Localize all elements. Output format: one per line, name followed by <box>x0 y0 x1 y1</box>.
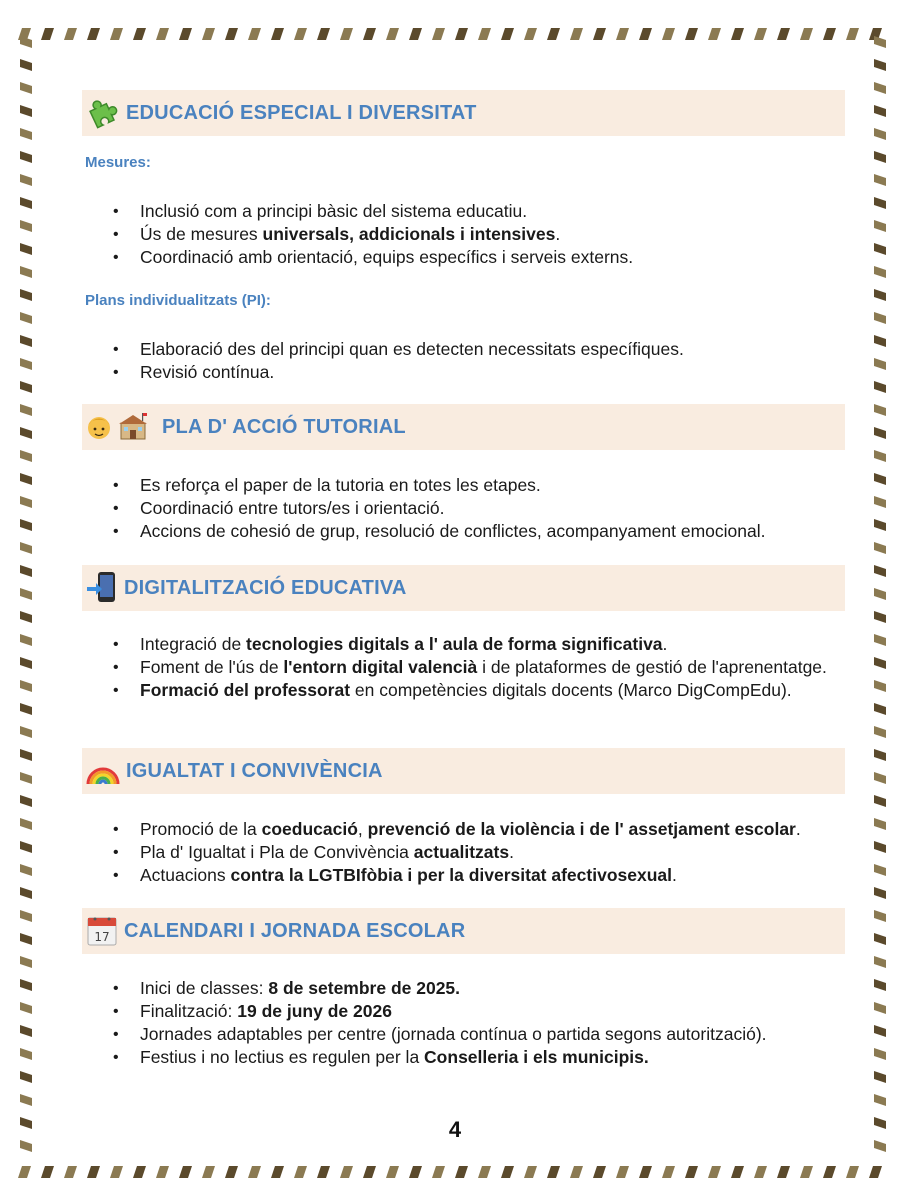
border-dash <box>20 588 32 600</box>
border-dash <box>501 28 514 40</box>
border-dash <box>20 680 32 692</box>
section-title: IGUALTAT I CONVIVÈNCIA <box>126 759 383 782</box>
border-dash <box>874 841 886 853</box>
list-item: • Elaboració des del principi quan es detecten necessitats específiques. <box>112 338 844 361</box>
border-dash <box>409 28 422 40</box>
puzzle-piece-icon <box>86 96 120 130</box>
border-dash <box>731 1166 744 1178</box>
school-building-icon <box>118 413 148 441</box>
border-dash <box>874 220 886 232</box>
border-dash <box>874 335 886 347</box>
border-dash <box>20 82 32 94</box>
list-igualtat <box>112 818 844 887</box>
border-dash <box>20 749 32 761</box>
border-dash <box>248 1166 261 1178</box>
border-dash <box>225 1166 238 1178</box>
border-dash <box>823 28 836 40</box>
border-dash <box>874 588 886 600</box>
list-item: • Festius i no lectius es regulen per la Conselleria i els municipis. <box>112 1046 844 1069</box>
border-dash <box>20 1094 32 1106</box>
border-dash <box>846 1166 859 1178</box>
list-item: • Foment de l'ús de l'entorn digital valencià i de plataformes de gestió de l'aprenentatge. <box>112 656 844 679</box>
border-dash <box>662 1166 675 1178</box>
border-dash <box>202 28 215 40</box>
teacher-face-icon <box>86 412 112 442</box>
border-dash <box>874 818 886 830</box>
border-dash <box>731 28 744 40</box>
border-dash <box>271 28 284 40</box>
border-dash <box>20 312 32 324</box>
border-dash <box>874 151 886 163</box>
list-item: • Actuacions contra la LGTBIfòbia i per la diversitat afectivosexual. <box>112 864 844 887</box>
border-dash <box>874 82 886 94</box>
border-dash <box>20 59 32 71</box>
border-dash <box>110 28 123 40</box>
border-dash <box>225 28 238 40</box>
border-dash <box>616 1166 629 1178</box>
border-dash <box>20 496 32 508</box>
border-dash <box>874 795 886 807</box>
border-dash <box>874 381 886 393</box>
border-dash <box>823 1166 836 1178</box>
mobile-phone-arrow-icon <box>86 571 118 605</box>
border-dash <box>874 1048 886 1060</box>
border-dash <box>874 197 886 209</box>
border-dash <box>20 542 32 554</box>
border-dash <box>874 772 886 784</box>
border-dash <box>501 1166 514 1178</box>
border-dash <box>20 197 32 209</box>
list-item: • Es reforça el paper de la tutoria en totes les etapes. <box>112 474 844 497</box>
list-item: • Integració de tecnologies digitals a l' aula de forma significativa. <box>112 633 844 656</box>
list-item: • Promoció de la coeducació, prevenció de la violència i de l' assetjament escolar. <box>112 818 844 841</box>
border-dash <box>874 496 886 508</box>
border-dash <box>874 404 886 416</box>
border-dash <box>64 28 77 40</box>
border-dash <box>708 28 721 40</box>
decorative-border-right <box>862 30 902 1170</box>
border-dash <box>20 427 32 439</box>
border-dash <box>874 36 886 48</box>
border-dash <box>20 1071 32 1083</box>
border-dash <box>340 1166 353 1178</box>
border-dash <box>133 28 146 40</box>
border-dash <box>570 28 583 40</box>
border-dash <box>874 864 886 876</box>
border-dash <box>20 818 32 830</box>
list-plans <box>112 338 844 384</box>
border-dash <box>874 473 886 485</box>
border-dash <box>874 1002 886 1014</box>
border-dash <box>248 28 261 40</box>
border-dash <box>874 312 886 324</box>
border-dash <box>874 887 886 899</box>
decorative-border-bottom <box>10 1152 900 1192</box>
border-dash <box>754 28 767 40</box>
border-dash <box>340 28 353 40</box>
border-dash <box>20 956 32 968</box>
border-dash <box>547 1166 560 1178</box>
border-dash <box>20 289 32 301</box>
border-dash <box>20 864 32 876</box>
border-dash <box>87 28 100 40</box>
border-dash <box>874 703 886 715</box>
border-dash <box>202 1166 215 1178</box>
section-header-educacio-especial <box>82 90 845 136</box>
border-dash <box>20 1048 32 1060</box>
list-item: • Formació del professorat en competències digitals docents (Marco DigCompEdu). <box>112 679 844 702</box>
list-item: • Inclusió com a principi bàsic del sistema educatiu. <box>112 200 844 223</box>
border-dash <box>874 979 886 991</box>
border-dash <box>20 565 32 577</box>
decorative-border-left <box>8 30 48 1170</box>
section-header-igualtat <box>82 748 845 794</box>
border-dash <box>20 450 32 462</box>
border-dash <box>874 519 886 531</box>
section-title: DIGITALITZACIÓ EDUCATIVA <box>124 576 407 599</box>
subheading-plans-individualitzats: Plans individualitzats (PI): <box>85 292 271 309</box>
border-dash <box>685 1166 698 1178</box>
border-dash <box>593 1166 606 1178</box>
border-dash <box>20 1002 32 1014</box>
border-dash <box>593 28 606 40</box>
section-title: EDUCACIÓ ESPECIAL I DIVERSITAT <box>126 101 477 124</box>
section-header-calendari <box>82 908 845 954</box>
border-dash <box>874 611 886 623</box>
list-item: • Inici de classes: 8 de setembre de 2025. <box>112 977 844 1000</box>
border-dash <box>20 841 32 853</box>
section-title: PLA D' ACCIÓ TUTORIAL <box>162 415 406 438</box>
border-dash <box>874 450 886 462</box>
border-dash <box>179 1166 192 1178</box>
border-dash <box>20 519 32 531</box>
border-dash <box>20 151 32 163</box>
border-dash <box>20 726 32 738</box>
border-dash <box>363 28 376 40</box>
border-dash <box>179 28 192 40</box>
list-pla-accio-tutorial <box>112 474 844 543</box>
border-dash <box>874 1094 886 1106</box>
border-dash <box>874 1071 886 1083</box>
border-dash <box>547 28 560 40</box>
border-dash <box>386 28 399 40</box>
border-dash <box>20 611 32 623</box>
border-dash <box>271 1166 284 1178</box>
border-dash <box>20 634 32 646</box>
border-dash <box>317 28 330 40</box>
border-dash <box>20 128 32 140</box>
page-number: 4 <box>448 1117 462 1142</box>
border-dash <box>570 1166 583 1178</box>
border-dash <box>455 28 468 40</box>
border-dash <box>20 473 32 485</box>
section-title: CALENDARI I JORNADA ESCOLAR <box>124 919 466 942</box>
border-dash <box>874 634 886 646</box>
list-item: • Jornades adaptables per centre (jornada contínua o partida segons autorització). <box>112 1023 844 1046</box>
border-dash <box>20 358 32 370</box>
list-item: • Revisió contínua. <box>112 361 844 384</box>
border-dash <box>87 1166 100 1178</box>
border-dash <box>20 174 32 186</box>
border-dash <box>455 1166 468 1178</box>
border-dash <box>874 749 886 761</box>
border-dash <box>874 657 886 669</box>
border-dash <box>20 772 32 784</box>
border-dash <box>874 1025 886 1037</box>
border-dash <box>874 933 886 945</box>
border-dash <box>874 105 886 117</box>
border-dash <box>20 220 32 232</box>
border-dash <box>777 1166 790 1178</box>
border-dash <box>874 910 886 922</box>
border-dash <box>478 28 491 40</box>
border-dash <box>478 1166 491 1178</box>
border-dash <box>386 1166 399 1178</box>
list-digitalitzacio <box>112 633 844 702</box>
rainbow-icon <box>86 756 120 786</box>
border-dash <box>20 933 32 945</box>
border-dash <box>20 657 32 669</box>
list-item: • Coordinació entre tutors/es i orientació. <box>112 497 844 520</box>
subheading-mesures: Mesures: <box>85 154 151 171</box>
border-dash <box>874 358 886 370</box>
border-dash <box>662 28 675 40</box>
border-dash <box>708 1166 721 1178</box>
border-dash <box>874 726 886 738</box>
list-item: • Accions de cohesió de grup, resolució de conflictes, acompanyament emocional. <box>112 520 844 543</box>
border-dash <box>20 243 32 255</box>
border-dash <box>800 1166 813 1178</box>
border-dash <box>874 289 886 301</box>
list-calendari <box>112 977 844 1069</box>
border-dash <box>20 887 32 899</box>
border-dash <box>432 1166 445 1178</box>
border-dash <box>294 1166 307 1178</box>
border-dash <box>874 680 886 692</box>
decorative-border-top <box>10 14 900 54</box>
border-dash <box>20 381 32 393</box>
border-dash <box>616 28 629 40</box>
border-dash <box>363 1166 376 1178</box>
border-dash <box>874 956 886 968</box>
border-dash <box>639 28 652 40</box>
border-dash <box>20 36 32 48</box>
border-dash <box>777 28 790 40</box>
border-dash <box>20 1025 32 1037</box>
list-item: • Pla d' Igualtat i Pla de Convivència actualitzats. <box>112 841 844 864</box>
section-header-pla-accio-tutorial <box>82 404 845 450</box>
border-dash <box>874 243 886 255</box>
border-dash <box>20 404 32 416</box>
border-dash <box>20 703 32 715</box>
border-dash <box>156 1166 169 1178</box>
border-dash <box>874 174 886 186</box>
border-dash <box>874 565 886 577</box>
list-item: • Ús de mesures universals, addicionals i intensives. <box>112 223 844 246</box>
svg-text:17: 17 <box>94 930 110 944</box>
border-dash <box>846 28 859 40</box>
border-dash <box>64 1166 77 1178</box>
list-mesures <box>112 200 844 269</box>
border-dash <box>409 1166 422 1178</box>
border-dash <box>110 1166 123 1178</box>
border-dash <box>20 105 32 117</box>
border-dash <box>432 28 445 40</box>
border-dash <box>524 28 537 40</box>
border-dash <box>754 1166 767 1178</box>
border-dash <box>685 28 698 40</box>
list-item: • Finalització: 19 de juny de 2026 <box>112 1000 844 1023</box>
border-dash <box>317 1166 330 1178</box>
calendar-icon <box>86 915 118 947</box>
border-dash <box>156 28 169 40</box>
section-header-digitalitzacio <box>82 565 845 611</box>
list-item: • Coordinació amb orientació, equips específics i serveis externs. <box>112 246 844 269</box>
border-dash <box>874 59 886 71</box>
border-dash <box>20 266 32 278</box>
border-dash <box>524 1166 537 1178</box>
border-dash <box>874 542 886 554</box>
border-dash <box>294 28 307 40</box>
border-dash <box>874 128 886 140</box>
border-dash <box>20 795 32 807</box>
border-dash <box>20 335 32 347</box>
border-dash <box>874 266 886 278</box>
border-dash <box>874 427 886 439</box>
border-dash <box>20 910 32 922</box>
border-dash <box>20 979 32 991</box>
border-dash <box>800 28 813 40</box>
border-dash <box>133 1166 146 1178</box>
border-dash <box>639 1166 652 1178</box>
